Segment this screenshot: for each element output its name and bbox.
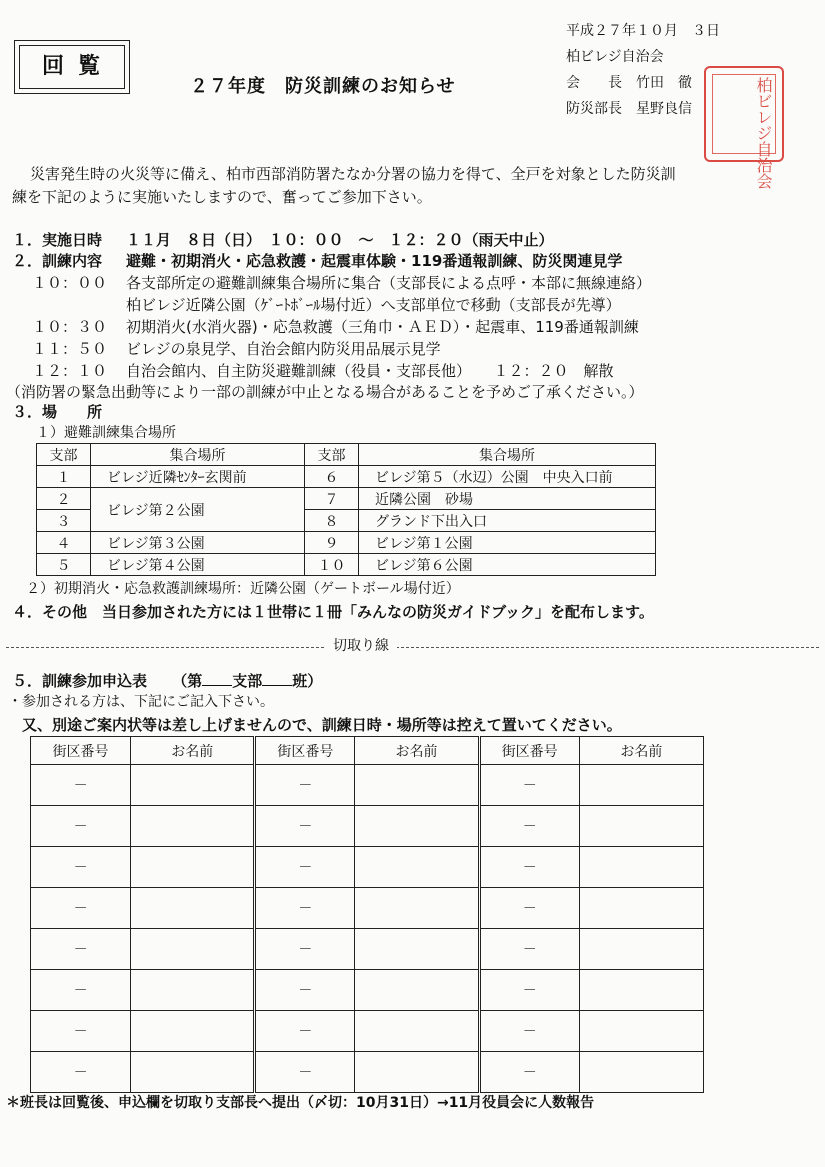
block-number-cell[interactable]: － — [255, 806, 355, 847]
chairperson: 会 長 竹田 徹 — [566, 75, 692, 91]
block-number-cell[interactable]: － — [479, 929, 579, 970]
branch-number: ９ — [305, 532, 359, 554]
section-5-note-1: ・参加される方は、下記にご記入下さい。 — [8, 694, 274, 710]
group-input[interactable] — [262, 671, 292, 686]
name-cell[interactable] — [579, 806, 703, 847]
table-row — [31, 929, 704, 970]
branch-number: １０ — [305, 554, 359, 576]
section-5-open: （第 — [172, 672, 203, 690]
branch-number: ６ — [305, 466, 359, 488]
block-number-cell[interactable]: － — [479, 847, 579, 888]
section-3-sub-1: １）避難訓練集合場所 — [36, 425, 176, 441]
block-number-cell[interactable]: － — [255, 765, 355, 806]
assembly-place: ビレジ第５（水辺）公園 中央入口前 — [359, 466, 656, 488]
assembly-place: ビレジ第３公園 — [91, 532, 305, 554]
schedule-time: １０：００ — [32, 274, 108, 292]
table-row — [31, 806, 704, 847]
table-row — [37, 488, 656, 510]
table-header-row — [31, 737, 704, 765]
branch-number: ２ — [37, 488, 91, 510]
block-number-cell[interactable]: － — [31, 806, 131, 847]
assembly-place: ビレジ第４公園 — [91, 554, 305, 576]
official-seal-text: 柏ビレジ自治会 — [712, 74, 776, 154]
name-cell[interactable] — [131, 888, 255, 929]
column-header: 支部 — [37, 444, 91, 466]
block-number-cell[interactable]: － — [31, 1052, 131, 1093]
circulation-stamp — [14, 40, 130, 94]
section-3-label: ３．場 所 — [12, 403, 103, 421]
section-2-label: ２．訓練内容 — [12, 252, 103, 270]
cancellation-notice: （消防署の緊急出動等により一部の訓練が中止となる場合があることを予めご了承ください。） — [6, 383, 644, 401]
branch-input[interactable] — [202, 671, 232, 686]
branch-number: ４ — [37, 532, 91, 554]
column-header: 街区番号 — [255, 737, 355, 765]
assembly-place: 近隣公園 砂場 — [359, 488, 656, 510]
section-4: ４．その他 当日参加された方には１世帯に１冊「みんなの防災ガイドブック」を配布します。 — [12, 603, 654, 621]
name-cell[interactable] — [131, 765, 255, 806]
block-number-cell[interactable]: － — [31, 888, 131, 929]
branch-number: ５ — [37, 554, 91, 576]
name-cell[interactable] — [355, 1011, 479, 1052]
block-number-cell[interactable]: － — [479, 888, 579, 929]
section-5-label: ５．訓練参加申込表 — [12, 672, 148, 690]
block-number-cell[interactable]: － — [255, 1052, 355, 1093]
name-cell[interactable] — [579, 929, 703, 970]
name-cell[interactable] — [131, 929, 255, 970]
assembly-place: グランド下出入口 — [359, 510, 656, 532]
name-cell[interactable] — [131, 806, 255, 847]
block-number-cell[interactable]: － — [255, 970, 355, 1011]
name-cell[interactable] — [579, 970, 703, 1011]
evacuation-table — [36, 443, 656, 576]
disaster-dept-head: 防災部長 星野良信 — [566, 101, 692, 117]
schedule-text: ビレジの泉見学、自治会館内防災用品展示見学 — [126, 340, 441, 358]
table-row — [31, 1052, 704, 1093]
block-number-cell[interactable]: － — [479, 970, 579, 1011]
column-header: お名前 — [579, 737, 703, 765]
name-cell[interactable] — [355, 1052, 479, 1093]
schedule-time: １０：３０ — [32, 318, 108, 336]
intro-line-2: 練を下記のように実施いたしますので、奮ってご参加下さい。 — [12, 188, 432, 206]
section-2-value: 避難・初期消火・応急救護・起震車体験・119番通報訓練、防災関連見学 — [126, 252, 623, 270]
schedule-text: 自治会館内、自主防災避難訓練（役員・支部長他） １２：２０ 解散 — [126, 362, 614, 380]
name-cell[interactable] — [355, 970, 479, 1011]
name-cell[interactable] — [131, 970, 255, 1011]
column-header: 支部 — [305, 444, 359, 466]
organization-name: 柏ビレジ自治会 — [566, 49, 664, 65]
intro-line-1: 災害発生時の火災等に備え、柏市西部消防署たなか分署の協力を得て、全戸を対象とした防災訓 — [30, 165, 676, 183]
block-number-cell[interactable]: － — [255, 929, 355, 970]
table-row — [31, 765, 704, 806]
block-number-cell[interactable]: － — [31, 929, 131, 970]
block-number-cell[interactable]: － — [479, 806, 579, 847]
name-cell[interactable] — [131, 847, 255, 888]
branch-suffix: 支部 — [232, 672, 263, 690]
block-number-cell[interactable]: － — [255, 888, 355, 929]
column-header: 集合場所 — [91, 444, 305, 466]
section-1-value: １１月 ８日（日） １０：００ ～ １２：２０（雨天中止） — [126, 231, 554, 249]
group-suffix: 班） — [292, 672, 323, 690]
page-title: ２７年度 防災訓練のお知らせ — [190, 76, 456, 97]
official-seal — [704, 66, 784, 189]
schedule-text: 初期消火(水消火器)・応急救護（三角巾・ＡＥＤ）・起震車、119番通報訓練 — [126, 318, 639, 336]
branch-number: １ — [37, 466, 91, 488]
table-row — [31, 847, 704, 888]
column-header: 街区番号 — [31, 737, 131, 765]
section-5-heading — [12, 671, 322, 691]
block-number-cell[interactable]: － — [255, 847, 355, 888]
block-number-cell[interactable]: － — [31, 765, 131, 806]
name-cell[interactable] — [355, 806, 479, 847]
block-number-cell[interactable]: － — [31, 970, 131, 1011]
schedule-time: １２：１０ — [32, 362, 108, 380]
branch-number: ３ — [37, 510, 91, 532]
assembly-place: ビレジ第２公園 — [91, 488, 305, 532]
cut-line — [6, 647, 819, 648]
block-number-cell[interactable]: － — [255, 1011, 355, 1052]
table-row — [37, 554, 656, 576]
table-row — [31, 1011, 704, 1052]
footer-note: ＊班長は回覧後、申込欄を切取り支部長へ提出（〆切：10月31日）→11月役員会に人数報告 — [6, 1095, 595, 1111]
column-header: お名前 — [355, 737, 479, 765]
column-header: 街区番号 — [479, 737, 579, 765]
name-cell[interactable] — [355, 929, 479, 970]
schedule-time: １１：５０ — [32, 340, 108, 358]
section-1-label: １．実施日時 — [12, 231, 103, 249]
name-cell[interactable] — [355, 888, 479, 929]
column-header: お名前 — [131, 737, 255, 765]
assembly-place: ビレジ第１公園 — [359, 532, 656, 554]
application-table — [30, 736, 704, 1093]
name-cell[interactable] — [131, 1011, 255, 1052]
name-cell[interactable] — [579, 765, 703, 806]
block-number-cell[interactable]: － — [479, 765, 579, 806]
application-table-body — [31, 765, 704, 1093]
table-row — [37, 466, 656, 488]
block-number-cell[interactable]: － — [31, 1011, 131, 1052]
schedule-text: 各支部所定の避難訓練集合場所に集合（支部長による点呼・本部に無線連絡） — [126, 274, 652, 292]
name-cell[interactable] — [579, 1011, 703, 1052]
assembly-place: ビレジ第６公園 — [359, 554, 656, 576]
name-cell[interactable] — [579, 1052, 703, 1093]
table-row — [31, 888, 704, 929]
schedule-text: 柏ビレジ近隣公園（ｹﾞｰﾄﾎﾞｰﾙ場付近）へ支部単位で移動（支部長が先導） — [126, 296, 621, 314]
name-cell[interactable] — [579, 847, 703, 888]
assembly-place: ビレジ近隣ｾﾝﾀｰ玄関前 — [91, 466, 305, 488]
section-5-note-2: 又、別途ご案内状等は差し上げませんので、訓練日時・場所等は控えて置いてください。 — [22, 716, 622, 734]
name-cell[interactable] — [131, 1052, 255, 1093]
table-row — [37, 532, 656, 554]
column-header: 集合場所 — [359, 444, 656, 466]
circulation-stamp-text: 回覧 — [19, 45, 125, 89]
branch-number: ７ — [305, 488, 359, 510]
table-header-row — [37, 444, 656, 466]
name-cell[interactable] — [355, 847, 479, 888]
block-number-cell[interactable]: － — [479, 1052, 579, 1093]
section-3-sub-2: ２）初期消火・応急救護訓練場所：近隣公園（ゲートボール場付近） — [26, 581, 460, 597]
issue-date: 平成２７年１０月 ３日 — [566, 23, 720, 39]
table-row — [31, 970, 704, 1011]
block-number-cell[interactable]: － — [31, 847, 131, 888]
name-cell[interactable] — [355, 765, 479, 806]
name-cell[interactable] — [579, 888, 703, 929]
block-number-cell[interactable]: － — [479, 1011, 579, 1052]
branch-number: ８ — [305, 510, 359, 532]
cut-line-label: 切取り線 — [325, 637, 397, 655]
